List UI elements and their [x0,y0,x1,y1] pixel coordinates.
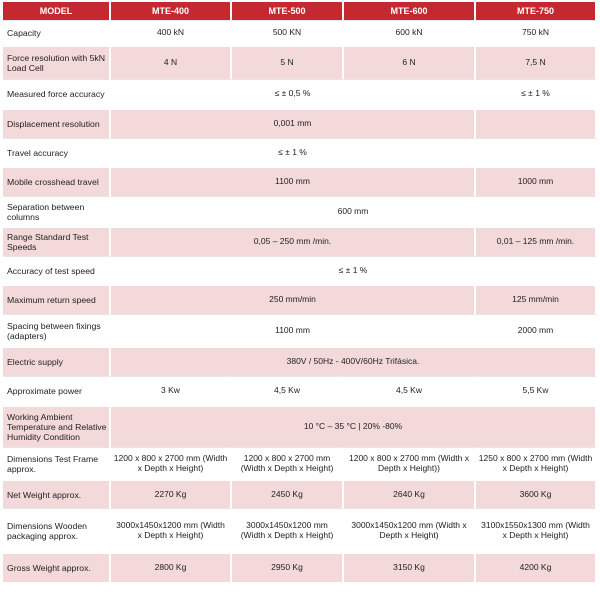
table-cell: 2950 Kg [232,552,344,582]
table-cell: 750 kN [476,20,597,45]
table-cell: 4 N [111,45,232,79]
table-cell: 3000x1450x1200 mm (Width x Depth x Height) [344,508,476,552]
row-label: Electric supply [3,346,111,376]
row-label: Capacity [3,20,111,45]
table-cell: 2640 Kg [344,479,476,508]
table-cell: 2270 Kg [111,479,232,508]
table-cell: 500 KN [232,20,344,45]
table-row [3,284,597,314]
table-cell: 2000 mm [476,314,597,346]
table-row [3,256,597,284]
header-mte-500: MTE-500 [232,2,344,20]
header-mte-400: MTE-400 [111,2,232,20]
table-cell: ≤ ± 1 % [476,79,597,108]
header-model: MODEL [3,2,111,20]
table-cell: 600 mm [111,196,597,226]
table-cell: 3000x1450x1200 mm (Width x Depth x Height) [232,508,344,552]
table-cell: 1000 mm [476,166,597,196]
row-label: Measured force accuracy [3,79,111,108]
table-row [3,508,597,552]
table-cell: 5,5 Kw [476,376,597,405]
table-cell: 5 N [232,45,344,79]
table-row [3,45,597,79]
table-cell: ≤ ± 1 % [111,256,597,284]
table-cell: 10 °C – 35 °C | 20% -80% [111,405,597,447]
table-row [3,314,597,346]
row-label: Dimensions Test Frame approx. [3,447,111,479]
row-label: Range Standard Test Speeds [3,226,111,256]
row-label: Accuracy of test speed [3,256,111,284]
table-cell: 4,5 Kw [344,376,476,405]
row-label: Travel accuracy [3,138,111,166]
table-cell: 3000x1450x1200 mm (Width x Depth x Height) [111,508,232,552]
header-mte-600: MTE-600 [344,2,476,20]
table-cell: 380V / 50Hz - 400V/60Hz Trifásica. [111,346,597,376]
row-label: Working Ambient Temperature and Relative Humidity Condition [3,405,111,447]
table-row [3,138,597,166]
table-row [3,346,597,376]
table-cell: 7,5 N [476,45,597,79]
table-row [3,226,597,256]
table-cell: 125 mm/min [476,284,597,314]
row-label: Net Weight approx. [3,479,111,508]
table-cell: 4,5 Kw [232,376,344,405]
table-cell: ≤ ± 1 % [111,138,476,166]
table-row [3,405,597,447]
table-cell: 4200 Kg [476,552,597,582]
table-row [3,108,597,138]
table-cell: 3600 Kg [476,479,597,508]
table-cell [476,108,597,138]
table-cell: 2450 Kg [232,479,344,508]
row-label: Approximate power [3,376,111,405]
table-cell: 1200 x 800 x 2700 mm (Width x Depth x Height) [111,447,232,479]
table-cell: 1100 mm [111,314,476,346]
table-cell: 1200 x 800 x 2700 mm (Width x Depth x Height)) [344,447,476,479]
row-label: Force resolution with 5kN Load Cell [3,45,111,79]
table-row [3,376,597,405]
row-label: Dimensions Wooden packaging approx. [3,508,111,552]
table-cell: 0,05 – 250 mm /min. [111,226,476,256]
table-cell: 6 N [344,45,476,79]
table-cell: 3100x1550x1300 mm (Width x Depth x Height) [476,508,597,552]
row-label: Maximum return speed [3,284,111,314]
row-label: Gross Weight approx. [3,552,111,582]
row-label: Separation between columns [3,196,111,226]
table-row [3,447,597,479]
table-cell: 0,01 – 125 mm /min. [476,226,597,256]
table-cell: 1250 x 800 x 2700 mm (Width x Depth x Height) [476,447,597,479]
table-cell: 3 Kw [111,376,232,405]
table-cell: ≤ ± 0,5 % [111,79,476,108]
table-row [3,479,597,508]
table-cell: 1200 x 800 x 2700 mm (Width x Depth x Height) [232,447,344,479]
table-cell: 400 kN [111,20,232,45]
table-cell: 600 kN [344,20,476,45]
row-label: Displacement resolution [3,108,111,138]
header-row [3,2,597,20]
table-row [3,552,597,582]
table-cell: 250 mm/min [111,284,476,314]
spec-table-body [3,20,597,582]
table-cell: 3150 Kg [344,552,476,582]
table-row [3,166,597,196]
table-cell: 0,001 mm [111,108,476,138]
table-row [3,196,597,226]
table-row [3,79,597,108]
table-cell: 1100 mm [111,166,476,196]
row-label: Mobile crosshead travel [3,166,111,196]
table-cell: 2800 Kg [111,552,232,582]
spec-table [3,2,597,582]
table-cell [476,138,597,166]
header-mte-750: MTE-750 [476,2,597,20]
table-row [3,20,597,45]
row-label: Spacing between fixings (adapters) [3,314,111,346]
